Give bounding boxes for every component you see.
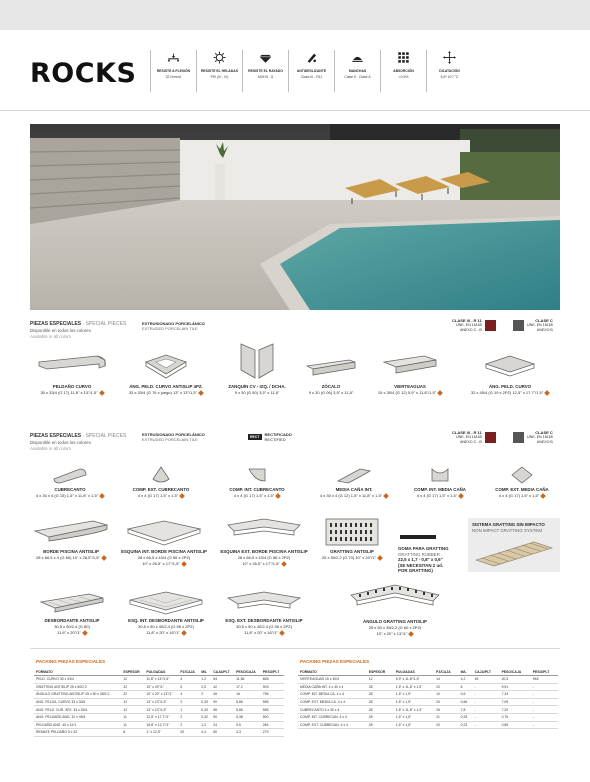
- section1-tech: EXTRUSIONADO PORCELÁNICO EXTRUDED PORCELAIN TILE: [142, 321, 205, 331]
- antislip-diamond-icon: [99, 390, 105, 396]
- section2-note: Disponible en todos los colores Available in all colors: [30, 440, 91, 451]
- table-row: COMP. EXT. MEDIA CA. 4 x 4 28 1,5" x 1,5" 20 0,66 - 7,09 -: [298, 698, 558, 706]
- table-row: CUBRECANTO 4 x 30 x 4 28 1,5" x 11,8" x 1,5" 26 7,8 - 7,20 -: [298, 706, 558, 714]
- table-header-row: FORMATO ESPESOR PULGADAS PZ/CAJA M/L CAJA/PLT PESO/CAJA PESO/PLT: [34, 668, 284, 676]
- table-row: MEDIA CAÑA INT. 4 x 30 x 4 28 1,5" x 11,8" x 1,5" 20 6 - 9,91 -: [298, 683, 558, 691]
- piece-ang-peld-curvo-antislip: ÁNG. PELD. CURVO ANTISLIP 4PZ. 33 x 33/4 (G 76 x juego) 13" x 13"/1,5": [118, 352, 214, 395]
- section2-title: PIEZAS ESPECIALES · SPECIAL PIECES: [30, 433, 127, 439]
- antislip-diamond-icon: [99, 493, 105, 499]
- frost-resistance-icon: [213, 51, 226, 64]
- section2-class-r11: CLASE III - R 11 UNE- EN 16165 ANEXO C - B: [452, 431, 496, 444]
- section1-title: PIEZAS ESPECIALES · SPECIAL PIECES: [30, 321, 127, 327]
- header-divider: [0, 110, 590, 111]
- anti-slip-class-icon: [485, 320, 496, 331]
- piece-esq-int-desbordante: ESQ. INT. DESBORDANTE ANTISLIP 30,5 x 50 x 40/2,4 (G 56 x 2PZ) 11,8" x 20" x 16"/1": [116, 590, 216, 635]
- piece-angulo-gratting: ÁNGULO GRATTING ANTISLIP 25 x 50 x 35/2,2 (G 60 x 2PZ) 10" x 20" x 13"/1": [340, 583, 450, 636]
- piece-comp-int-cubrecanto: COMP. INT. CUBRECANTO 4 x 4 (G 17) 1,5" x 1,5": [214, 465, 300, 498]
- spec-absorption: ABSORCIÓN <0,5%: [380, 50, 426, 92]
- piece-esq-ext-desbordante: ESQ. EXT. DESBORDANTE ANTISLIP 30,5 x 50 x 40/2,4 (G 56 x 2PZ) 11,8" x 20" x 16"/1": [214, 590, 314, 635]
- gratting-system-illustration: [474, 538, 554, 568]
- piece-zocalo: ZÓCALO 9 x 30 (G 06) 3,5" x 11,8": [298, 352, 364, 395]
- top-band: [0, 0, 590, 30]
- packing-divider: [30, 648, 560, 649]
- packing-left-title: PACKING PIEZAS ESPECIALES: [36, 659, 106, 664]
- piece-peldano-curvo: PELDAÑO CURVO 30 x 33/4 (G 17) 11,8" x 13"/1,5": [30, 352, 114, 395]
- packing-left-table: [34, 668, 284, 737]
- piece-cubrecanto: CUBRECANTO 4 x 30 x 4 (G 15) 1,5" x 11,8" x 1,5": [24, 465, 116, 498]
- brand-logo: ROCKS: [30, 58, 137, 89]
- antislip-diamond-icon: [540, 493, 546, 499]
- piece-ang-peld-curvo: ÁNG. PELD. CURVO 32 x 45/4 (G 19 x 2PZ) 12,5" x 17,7"/1,5": [458, 352, 562, 395]
- goma-gratting: GOMA PARA GRATTING GRATTING RUBBER 22,5 x 1,7 - 0,8" x 0,6" (SE NECESITAN 2 ud. POR GRATTING): [398, 528, 464, 546]
- antislip-diamond-icon: [198, 390, 204, 396]
- spec-icons-bar: [150, 50, 472, 92]
- spec-expansion: DILATACIÓN 6,5* 10"/ °C: [426, 50, 472, 92]
- spec-antislip: ANTIDESLIZANTE Clase III - R11: [288, 50, 334, 92]
- table-row: ANG. PELDAÑO ANG. 32 x 45/4 11 12,5" x 17,7"/1" 2 0,32 90 5,38 500: [34, 713, 284, 721]
- antislip-diamond-icon: [181, 561, 187, 567]
- spec-bending: RESISTE A FLEXIÓN 32 N/mm2: [150, 50, 196, 92]
- table-row: ÁNGULO GRATTING ANTISLIP 25 x 50 x 35/2,2 22 10" x 20" x 13"/1" 4 2 45 16 755: [34, 691, 284, 699]
- piece-comp-int-media-cana: COMP. INT. MEDIA CAÑA 4 x 4 (G 17) 1,5" x 1,5": [400, 465, 480, 498]
- anti-slip-icon: [305, 51, 318, 64]
- gratting-system-box: SISTEMA GRATTING SIN IMPACTO NON IMPACT GRATTING SYSTEM: [468, 518, 560, 572]
- antislip-diamond-icon: [279, 630, 285, 636]
- piece-esquina-int-borde: ESQUINA INT. BORDE PISCINA ANTISLIP 28 x 66,5 x 43/4 (G 56 x 2PZ) 10" x 26,5" x 17"/1,5": [114, 517, 214, 566]
- section1-note: Disponible en todos los colores Available in all colors: [30, 328, 91, 339]
- table-row: VIERTEAGUAS 15 x 30/4 12 5,9" x 11,8"/1,5" 14 4,2 45 20,3 946: [298, 676, 558, 684]
- anti-slip-class-icon: [485, 432, 496, 443]
- antislip-diamond-icon: [377, 555, 383, 561]
- table-row: COMP. INT. MEDIA CA. 4 x 4 28 1,5" x 1,5" 10 0,6 - 7,34 -: [298, 691, 558, 699]
- table-row: GRATTING ANTISLIP 25 x 50/2,2 22 10" x 20"/1" 5 2,5 42 17,2 903: [34, 683, 284, 691]
- table-row: ANG. PELDA. CURVO 33 x 33/4 12 13" x 13"/1,5" 2 0,33 90 5,86 555: [34, 698, 284, 706]
- piece-comp-ext-media-cana: COMP. EXT. MEDIA CAÑA 4 x 4 (G 17) 1,5" x 1,5": [482, 465, 562, 498]
- piece-zanquin: ZANQUÍN CV - IZQ. / DCHA. 9 x 30 (G 50) 3,5" x 11,8": [216, 340, 298, 395]
- table-row: COMP. EXT. CUBRECAN. 4 x 4 28 1,5" x 1,5" 20 0,23 - 0,85 -: [298, 721, 558, 729]
- table-header-row: FORMATO ESPESOR PULGADAS PZ/CAJA M/L CAJA/PLT PESO/CAJA PESO/PLT: [298, 668, 558, 676]
- class-c-icon: [513, 432, 524, 443]
- antislip-diamond-icon: [179, 493, 185, 499]
- piece-desbordante: DESBORDANTE ANTISLIP 30,5 x 50/2,4 (G 80) 11,8" x 20"/1": [30, 590, 114, 635]
- antislip-diamond-icon: [101, 555, 107, 561]
- piece-media-cana-int: MEDIA CAÑA INT. 4 x 30 x 4 (G 12) 1,5" x 11,8" x 1,5": [306, 465, 402, 498]
- piece-borde-piscina: BORDE PISCINA ANTISLIP 28 x 66,5 x 4 (G 80) 10" x 26,5"/1,5": [26, 517, 116, 560]
- spec-stains: MANCHAS Clase 5 - Clase A: [334, 50, 380, 92]
- stain-resistance-icon: [351, 51, 364, 64]
- table-row: ANG. PELD. CUR. 4PZ. 33 x 33/4 12 13" x 13"/1,5" 1 0,33 96 5,86 555: [34, 706, 284, 714]
- rectified-badge: RECT RECTIFICADO RECTIFIED: [250, 432, 292, 442]
- section1-class-c: CLASE C UNE- EN 16165 ANEXO B: [513, 319, 553, 332]
- rubber-strip-icon: [398, 533, 438, 541]
- spec-scratch: RESISTE EL RAYADO MOHS - 8: [242, 50, 288, 92]
- antislip-diamond-icon: [82, 630, 88, 636]
- antislip-diamond-icon: [281, 561, 287, 567]
- antislip-diamond-icon: [275, 493, 281, 499]
- packing-right-table: [298, 668, 558, 729]
- section2-class-c: CLASE C UNE- EN 16165 ANEXO B: [513, 431, 553, 444]
- piece-comp-ext-cubrecanto: COMP. EXT. CUBRECANTO 4 x 4 (G 17) 1,5" x 1,5": [118, 465, 204, 498]
- antislip-diamond-icon: [544, 390, 550, 396]
- table-row: PELD. CURVO 30 x 33/4 12 11,8" x 13"/1,5" 4 1,2 54 11,56 668: [34, 676, 284, 684]
- ambient-photo-pool-terrace: [30, 124, 560, 310]
- expansion-icon: [443, 51, 456, 64]
- antislip-diamond-icon: [437, 390, 443, 396]
- piece-esquina-ext-borde: ESQUINA EXT. BORDE PISCINA ANTISLIP 28 x 66,5 x 43/4 (G 56 x 2PZ) 10" x 26,5" x 17"/1,5": [214, 517, 314, 566]
- piece-gratting: GRATTING ANTISLIP 25 x 50/2,2 (G 70) 10" x 20"/1": [316, 517, 388, 560]
- piece-vierteaguas: VIERTEAGUAS 15 x 30/4 (G 12) 5,9" x 11,8"/1,5": [364, 352, 456, 395]
- packing-right-title: PACKING PIEZAS ESPECIALES: [300, 659, 370, 664]
- antislip-diamond-icon: [409, 631, 415, 637]
- section2-tech: EXTRUSIONADO PORCELÁNICO EXTRUDED PORCELAIN TILE: [142, 432, 205, 442]
- scratch-resistance-icon: [259, 51, 272, 64]
- class-c-icon: [513, 320, 524, 331]
- antislip-diamond-icon: [181, 630, 187, 636]
- spec-frost: RESISTE EL HELADAS PEI (III - IV): [196, 50, 242, 92]
- bending-strength-icon: [167, 51, 180, 64]
- absorption-icon: [397, 51, 410, 64]
- table-row: PELDAÑO ANG. 40 x 12/1 11 15,8" x 12,7"/1" 2 1,2 24 9,6 284: [34, 721, 284, 729]
- table-row: COMP. INT. CUBRECAN. 4 x 4 28 1,5" x 1,5" 21 0,25 - 0,75 -: [298, 713, 558, 721]
- antislip-diamond-icon: [458, 493, 464, 499]
- table-row: REMATE PELDAÑO 5 x 32 8 1" x 12,5" 20 4,4 60 3,3 279: [34, 729, 284, 737]
- section1-class-r11: CLASE III - R 11 UNE- EN 16165 ANEXO C - B: [452, 319, 496, 332]
- antislip-diamond-icon: [383, 493, 389, 499]
